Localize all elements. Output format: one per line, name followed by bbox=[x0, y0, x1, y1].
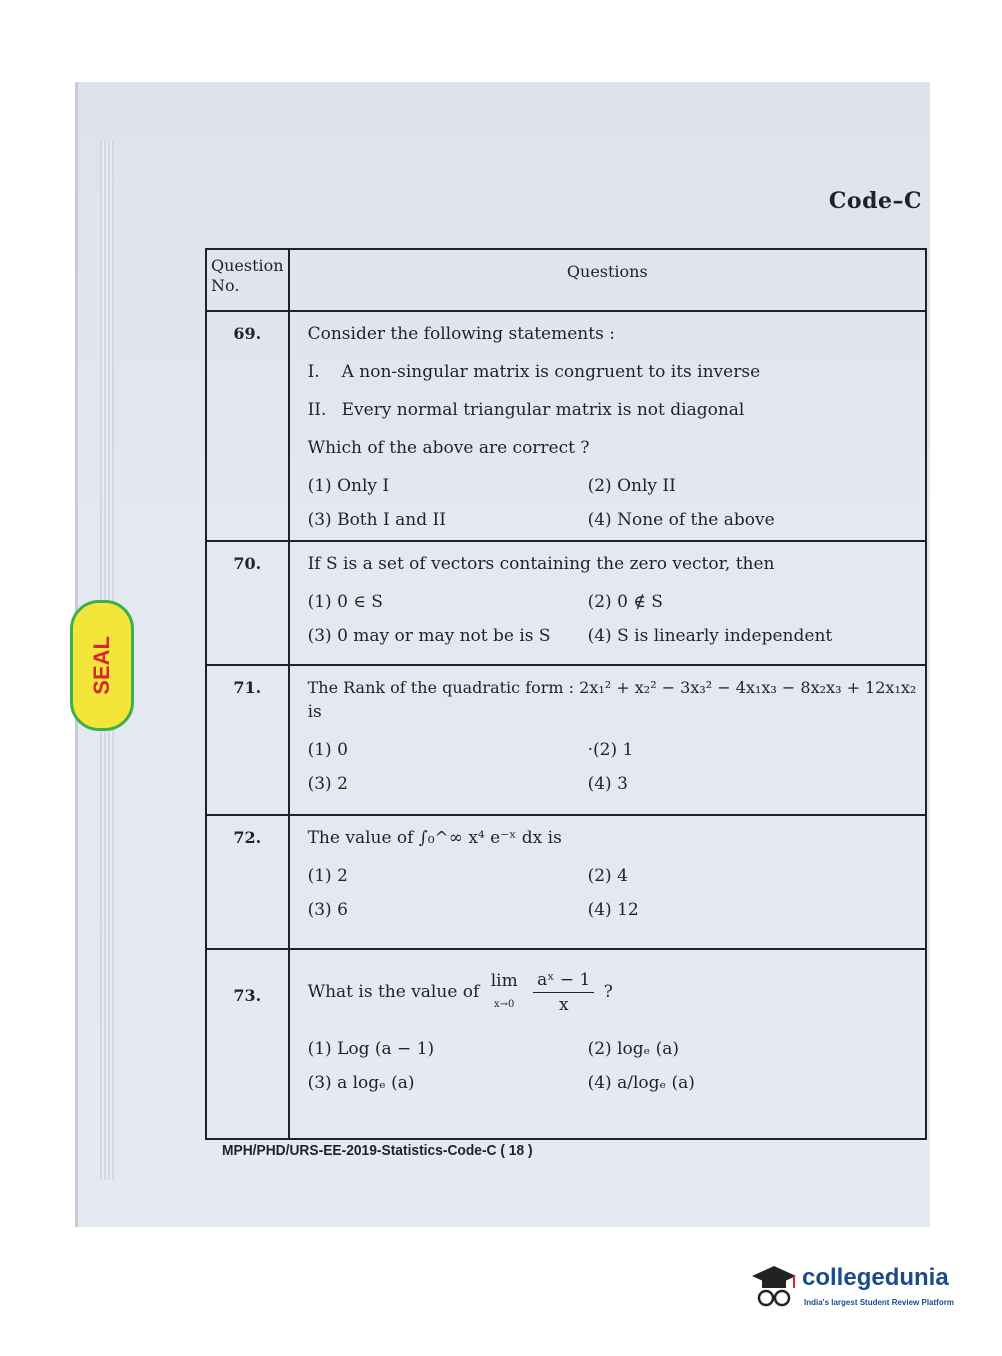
options bbox=[308, 1039, 917, 1093]
question-row-71 bbox=[206, 665, 926, 815]
page-footer: MPH/PHD/URS-EE-2019-Statistics-Code-C ( 18 ) bbox=[222, 1142, 533, 1159]
logo-tagline: India's largest Student Review Platform bbox=[804, 1298, 954, 1307]
question-number: 69. bbox=[206, 311, 289, 541]
option-1: (1) 0 bbox=[307, 740, 348, 760]
question-body bbox=[289, 949, 926, 1139]
logo-name: collegedunia bbox=[802, 1264, 949, 1291]
option-3: (3) a logₑ (a) bbox=[307, 1073, 415, 1093]
seal-stamp bbox=[70, 600, 134, 731]
question-row-70 bbox=[206, 541, 926, 665]
option-4: (4) 12 bbox=[587, 900, 639, 920]
question-table bbox=[205, 248, 927, 1140]
question-number: 71. bbox=[206, 665, 289, 815]
question-stem: If S is a set of vectors containing the zero vector, then bbox=[307, 554, 775, 574]
option-3: (3) Both I and II bbox=[307, 510, 446, 530]
fraction bbox=[533, 968, 594, 1017]
option-2: (2) Only II bbox=[587, 476, 676, 496]
fraction-denominator: x bbox=[558, 995, 569, 1015]
header-question-no: Question No. bbox=[206, 249, 289, 311]
stem-suffix: ? bbox=[603, 982, 613, 1002]
statement-2 bbox=[308, 398, 917, 422]
question-body bbox=[289, 311, 926, 541]
header-questions: Questions bbox=[289, 249, 926, 311]
option-2: (2) 4 bbox=[587, 866, 628, 886]
options bbox=[308, 866, 917, 920]
limit-expression bbox=[491, 969, 518, 1017]
code-label: Code–C bbox=[828, 188, 922, 214]
options bbox=[308, 740, 917, 794]
question-stem: Consider the following statements : bbox=[307, 324, 615, 344]
option-4: (4) S is linearly independent bbox=[587, 626, 833, 646]
question-body bbox=[289, 815, 926, 949]
stem-prefix: What is the value of bbox=[307, 982, 480, 1002]
table-header-row bbox=[206, 249, 926, 311]
options bbox=[308, 592, 917, 646]
question-body bbox=[289, 665, 926, 815]
option-1: (1) 2 bbox=[307, 866, 348, 886]
option-3: (3) 2 bbox=[307, 774, 348, 794]
question-row-72 bbox=[206, 815, 926, 949]
question-row-69 bbox=[206, 311, 926, 541]
collegedunia-logo[interactable] bbox=[748, 1258, 978, 1328]
option-2: (2) 0 ∉ S bbox=[587, 592, 663, 612]
fraction-numerator: aˣ − 1 bbox=[533, 968, 594, 993]
option-4: (4) 3 bbox=[587, 774, 628, 794]
statement-text: A non-singular matrix is congruent to its inverse bbox=[341, 362, 761, 382]
option-1: (1) 0 ∈ S bbox=[307, 592, 383, 612]
limit-word: lim bbox=[490, 970, 518, 991]
question-body bbox=[289, 541, 926, 665]
option-1: (1) Log (a − 1) bbox=[307, 1039, 435, 1059]
limit-subscript: x→0 bbox=[494, 998, 515, 1010]
question-stem bbox=[308, 968, 917, 1017]
question-stem: The value of ∫₀^∞ x⁴ e⁻ˣ dx is bbox=[307, 828, 562, 848]
statement-numeral: I. bbox=[307, 362, 320, 382]
statement-numeral: II. bbox=[307, 400, 327, 420]
option-2: ·(2) 1 bbox=[587, 740, 634, 760]
question-prompt: Which of the above are correct ? bbox=[307, 438, 590, 458]
seal-text: SEAL bbox=[89, 636, 114, 695]
graduate-cap-icon bbox=[748, 1262, 800, 1314]
option-4: (4) a/logₑ (a) bbox=[587, 1073, 695, 1093]
option-4: (4) None of the above bbox=[587, 510, 775, 530]
question-stem: The Rank of the quadratic form : 2x₁² + x₂² − 3x₃² − 4x₁x₃ − 8x₂x₃ + 12x₁x₂ bbox=[307, 678, 917, 697]
question-number: 73. bbox=[206, 949, 289, 1139]
question-stem-continuation: is bbox=[307, 702, 322, 722]
question-number: 72. bbox=[206, 815, 289, 949]
option-3: (3) 0 may or may not be is S bbox=[307, 626, 551, 646]
options bbox=[308, 476, 917, 530]
question-number: 70. bbox=[206, 541, 289, 665]
option-1: (1) Only I bbox=[307, 476, 390, 496]
statement-text: Every normal triangular matrix is not diagonal bbox=[341, 400, 745, 420]
option-3: (3) 6 bbox=[307, 900, 348, 920]
option-2: (2) logₑ (a) bbox=[587, 1039, 680, 1059]
question-row-73 bbox=[206, 949, 926, 1139]
statement-1 bbox=[308, 360, 917, 384]
